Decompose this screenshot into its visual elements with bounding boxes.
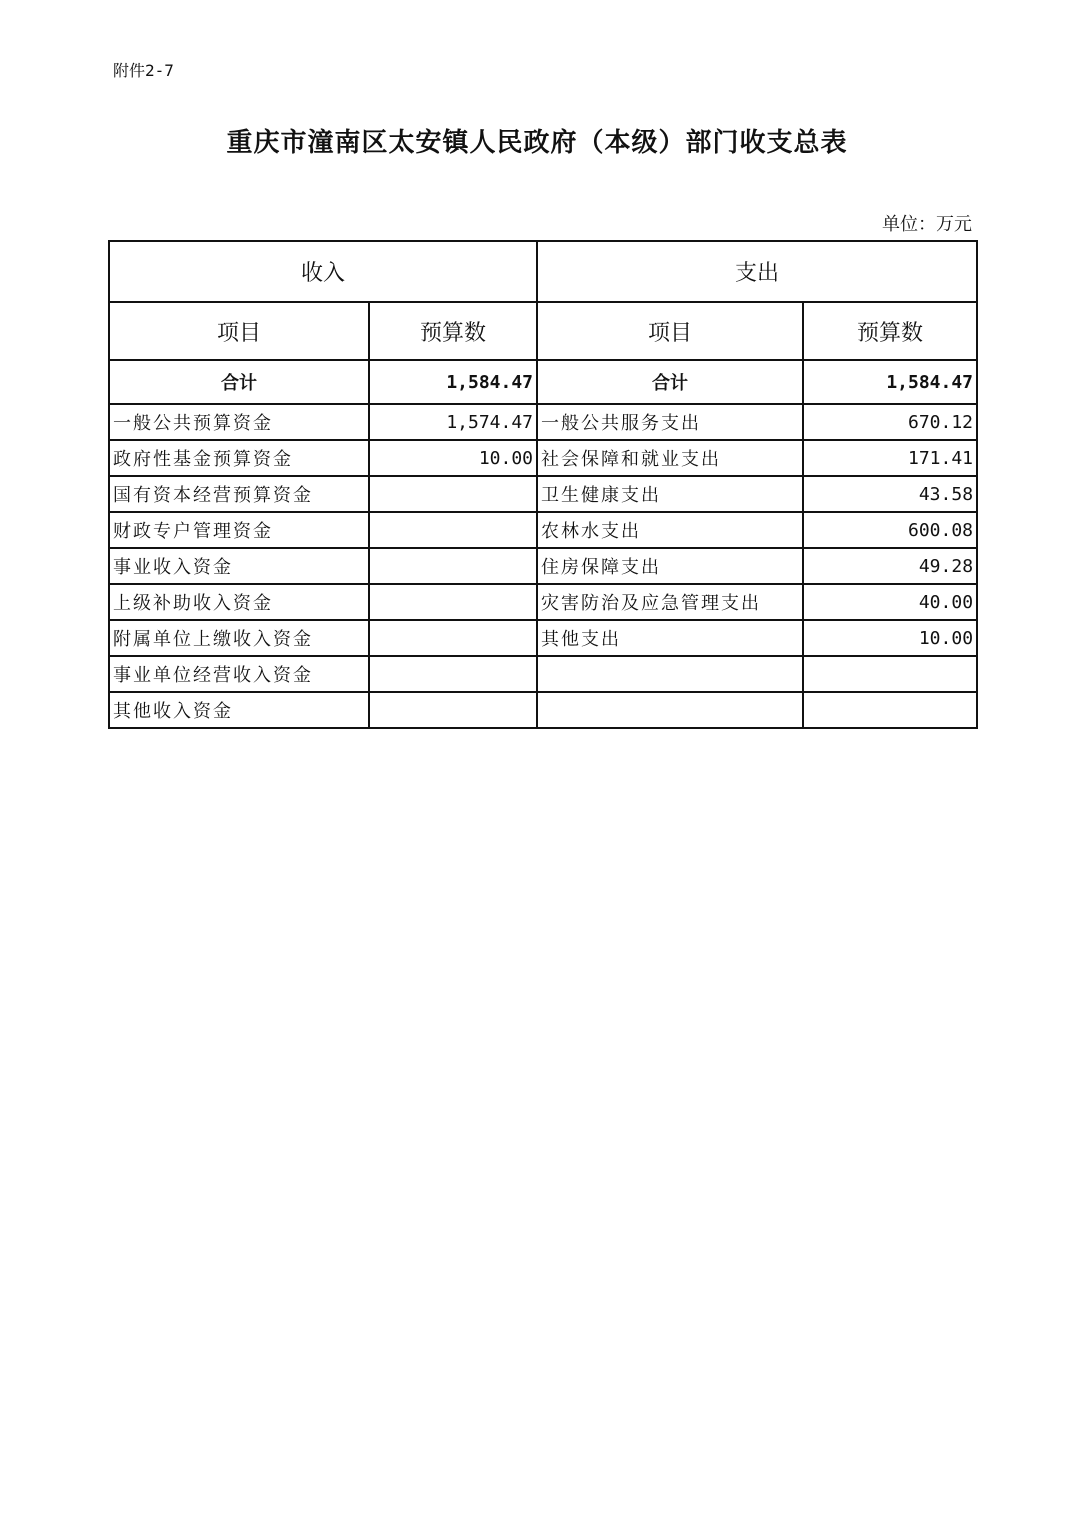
- expense-total-value: 1,584.47: [803, 360, 977, 404]
- page-title: 重庆市潼南区太安镇人民政府（本级）部门收支总表: [226, 128, 848, 158]
- expense-value-cell: 10.00: [803, 620, 977, 656]
- expense-item-cell: 社会保障和就业支出: [537, 440, 803, 476]
- expense-value-cell: 171.41: [803, 440, 977, 476]
- attachment-label: 附件2-7: [113, 61, 174, 80]
- expense-item-cell: 住房保障支出: [537, 548, 803, 584]
- income-value-cell: 10.00: [369, 440, 537, 476]
- expense-value-cell: 49.28: [803, 548, 977, 584]
- income-item-cell: 国有资本经营预算资金: [109, 476, 369, 512]
- expense-total-label: 合计: [537, 360, 803, 404]
- table-row: [109, 476, 977, 512]
- expense-item-cell: 其他支出: [537, 620, 803, 656]
- expense-value-cell: 600.08: [803, 512, 977, 548]
- table-row: [109, 440, 977, 476]
- income-item-cell: 上级补助收入资金: [109, 584, 369, 620]
- section-header-row: [109, 241, 977, 302]
- income-value-cell: [369, 692, 537, 728]
- income-value-cell: [369, 656, 537, 692]
- expense-section-header: 支出: [537, 241, 977, 302]
- expense-value-cell: [803, 656, 977, 692]
- table-row: [109, 656, 977, 692]
- table-row: [109, 620, 977, 656]
- table-row: [109, 584, 977, 620]
- expense-item-cell: 卫生健康支出: [537, 476, 803, 512]
- income-value-cell: [369, 548, 537, 584]
- income-budget-header: 预算数: [369, 302, 537, 360]
- expense-value-cell: 670.12: [803, 404, 977, 440]
- expense-item-header: 项目: [537, 302, 803, 360]
- income-item-cell: 事业单位经营收入资金: [109, 656, 369, 692]
- income-value-cell: [369, 620, 537, 656]
- income-item-cell: 其他收入资金: [109, 692, 369, 728]
- expense-value-cell: 40.00: [803, 584, 977, 620]
- income-item-cell: 一般公共预算资金: [109, 404, 369, 440]
- income-item-cell: 事业收入资金: [109, 548, 369, 584]
- income-item-cell: 财政专户管理资金: [109, 512, 369, 548]
- income-item-cell: 附属单位上缴收入资金: [109, 620, 369, 656]
- income-item-header: 项目: [109, 302, 369, 360]
- expense-value-cell: [803, 692, 977, 728]
- expense-item-cell: 灾害防治及应急管理支出: [537, 584, 803, 620]
- income-item-cell: 政府性基金预算资金: [109, 440, 369, 476]
- expense-item-cell: [537, 692, 803, 728]
- table-row: [109, 692, 977, 728]
- income-section-header: 收入: [109, 241, 537, 302]
- expense-budget-header: 预算数: [803, 302, 977, 360]
- income-value-cell: [369, 584, 537, 620]
- expense-item-cell: 农林水支出: [537, 512, 803, 548]
- total-row: [109, 360, 977, 404]
- table-row: [109, 548, 977, 584]
- income-total-label: 合计: [109, 360, 369, 404]
- income-value-cell: 1,574.47: [369, 404, 537, 440]
- table-row: [109, 512, 977, 548]
- expense-item-cell: [537, 656, 803, 692]
- expense-item-cell: 一般公共服务支出: [537, 404, 803, 440]
- income-value-cell: [369, 512, 537, 548]
- expense-value-cell: 43.58: [803, 476, 977, 512]
- column-header-row: [109, 302, 977, 360]
- table-row: [109, 404, 977, 440]
- unit-label: 单位：万元: [882, 214, 972, 235]
- income-expense-table: [108, 240, 978, 729]
- income-total-value: 1,584.47: [369, 360, 537, 404]
- income-value-cell: [369, 476, 537, 512]
